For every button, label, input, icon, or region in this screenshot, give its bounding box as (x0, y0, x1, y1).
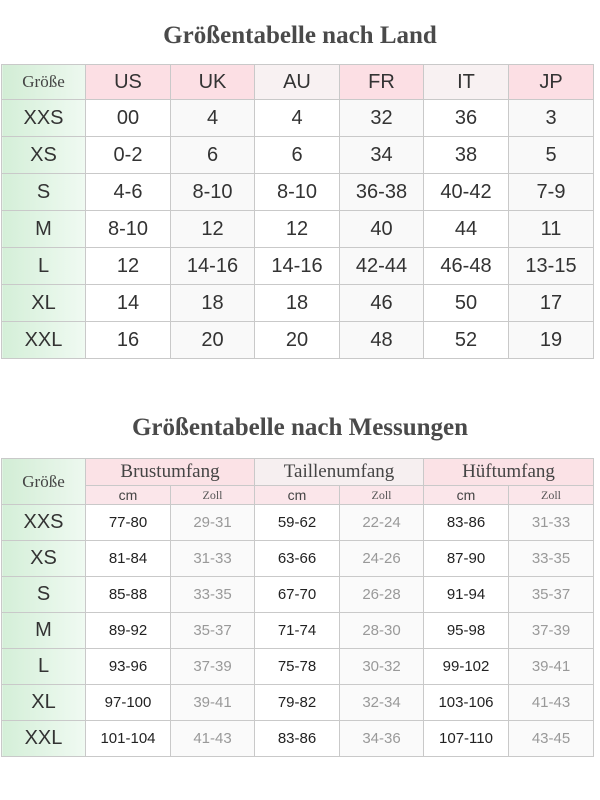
table-row (2, 685, 594, 721)
size-column-header: Größe (2, 459, 86, 505)
unit-zoll-header: Zoll (509, 486, 594, 505)
table-row (2, 505, 594, 541)
measurement-cm-cell: 93-96 (86, 649, 171, 685)
size-label: M (2, 211, 86, 248)
size-value-cell: 3 (509, 100, 594, 137)
measurement-zoll-cell: 31-33 (509, 505, 594, 541)
measurement-zoll-cell: 43-45 (509, 721, 594, 757)
measurement-zoll-cell: 39-41 (171, 685, 255, 721)
table-row (2, 100, 594, 137)
measurement-zoll-cell: 35-37 (509, 577, 594, 613)
measurement-cm-cell: 63-66 (255, 541, 340, 577)
table-row (2, 613, 594, 649)
size-value-cell: 13-15 (509, 248, 594, 285)
size-label: S (2, 174, 86, 211)
measurement-zoll-cell: 22-24 (340, 505, 424, 541)
country-size-table (1, 64, 594, 359)
measurement-zoll-cell: 34-36 (340, 721, 424, 757)
measurement-unit-row (2, 486, 594, 505)
measurement-zoll-cell: 39-41 (509, 649, 594, 685)
size-value-cell: 12 (255, 211, 340, 248)
measurement-cm-cell: 97-100 (86, 685, 171, 721)
size-label: L (2, 649, 86, 685)
measurement-size-table (1, 458, 594, 757)
measurement-cm-cell: 81-84 (86, 541, 171, 577)
size-value-cell: 12 (171, 211, 255, 248)
size-value-cell: 4 (171, 100, 255, 137)
table-row (2, 649, 594, 685)
measurement-cm-cell: 107-110 (424, 721, 509, 757)
size-value-cell: 6 (255, 137, 340, 174)
measurement-zoll-cell: 30-32 (340, 649, 424, 685)
size-label: XXL (2, 721, 86, 757)
size-value-cell: 14-16 (255, 248, 340, 285)
group-header-waist: Taillenumfang (255, 459, 424, 486)
size-value-cell: 8-10 (255, 174, 340, 211)
measurement-zoll-cell: 26-28 (340, 577, 424, 613)
table-row (2, 137, 594, 174)
size-value-cell: 12 (86, 248, 171, 285)
measurement-cm-cell: 83-86 (255, 721, 340, 757)
measurement-cm-cell: 85-88 (86, 577, 171, 613)
size-value-cell: 34 (340, 137, 424, 174)
country-header: JP (509, 65, 594, 100)
measurement-cm-cell: 95-98 (424, 613, 509, 649)
size-value-cell: 52 (424, 322, 509, 359)
country-header-row (2, 65, 594, 100)
size-label: M (2, 613, 86, 649)
size-label: S (2, 577, 86, 613)
size-value-cell: 7-9 (509, 174, 594, 211)
size-label: XS (2, 541, 86, 577)
measurement-zoll-cell: 29-31 (171, 505, 255, 541)
unit-cm-header: cm (424, 486, 509, 505)
size-value-cell: 16 (86, 322, 171, 359)
size-value-cell: 14 (86, 285, 171, 322)
size-label: XXS (2, 505, 86, 541)
measurement-group-row (2, 459, 594, 486)
measurement-cm-cell: 103-106 (424, 685, 509, 721)
size-value-cell: 32 (340, 100, 424, 137)
country-header: AU (255, 65, 340, 100)
size-value-cell: 50 (424, 285, 509, 322)
measurement-table-title: Größentabelle nach Messungen (131, 414, 469, 441)
size-value-cell: 4 (255, 100, 340, 137)
measurement-cm-cell: 79-82 (255, 685, 340, 721)
table-row (2, 248, 594, 285)
table-row (2, 721, 594, 757)
measurement-zoll-cell: 37-39 (509, 613, 594, 649)
table-row (2, 211, 594, 248)
group-header-hip: Hüftumfang (424, 459, 594, 486)
size-value-cell: 14-16 (171, 248, 255, 285)
unit-cm-header: cm (255, 486, 340, 505)
size-value-cell: 44 (424, 211, 509, 248)
measurement-cm-cell: 91-94 (424, 577, 509, 613)
size-value-cell: 5 (509, 137, 594, 174)
measurement-cm-cell: 83-86 (424, 505, 509, 541)
measurement-cm-cell: 99-102 (424, 649, 509, 685)
size-value-cell: 36 (424, 100, 509, 137)
size-value-cell: 11 (509, 211, 594, 248)
measurement-zoll-cell: 41-43 (171, 721, 255, 757)
size-label: XS (2, 137, 86, 174)
measurement-cm-cell: 89-92 (86, 613, 171, 649)
size-value-cell: 17 (509, 285, 594, 322)
size-value-cell: 38 (424, 137, 509, 174)
group-header-bust: Brustumfang (86, 459, 255, 486)
country-header: UK (171, 65, 255, 100)
measurement-cm-cell: 101-104 (86, 721, 171, 757)
size-value-cell: 40 (340, 211, 424, 248)
country-header: US (86, 65, 171, 100)
measurement-zoll-cell: 33-35 (171, 577, 255, 613)
size-label: L (2, 248, 86, 285)
country-table-title: Größentabelle nach Land (163, 22, 437, 49)
size-column-header: Größe (2, 65, 86, 100)
measurement-cm-cell: 59-62 (255, 505, 340, 541)
size-label: XL (2, 285, 86, 322)
size-value-cell: 8-10 (171, 174, 255, 211)
size-value-cell: 8-10 (86, 211, 171, 248)
country-header: FR (340, 65, 424, 100)
size-value-cell: 0-2 (86, 137, 171, 174)
size-value-cell: 48 (340, 322, 424, 359)
measurement-cm-cell: 77-80 (86, 505, 171, 541)
size-label: XL (2, 685, 86, 721)
size-value-cell: 18 (255, 285, 340, 322)
size-value-cell: 4-6 (86, 174, 171, 211)
unit-cm-header: cm (86, 486, 171, 505)
measurement-cm-cell: 67-70 (255, 577, 340, 613)
measurement-zoll-cell: 37-39 (171, 649, 255, 685)
size-label: XXL (2, 322, 86, 359)
size-value-cell: 19 (509, 322, 594, 359)
measurement-zoll-cell: 33-35 (509, 541, 594, 577)
size-value-cell: 40-42 (424, 174, 509, 211)
measurement-cm-cell: 75-78 (255, 649, 340, 685)
table-row (2, 541, 594, 577)
size-value-cell: 46-48 (424, 248, 509, 285)
size-value-cell: 00 (86, 100, 171, 137)
table-row (2, 322, 594, 359)
measurement-cm-cell: 71-74 (255, 613, 340, 649)
size-value-cell: 42-44 (340, 248, 424, 285)
size-value-cell: 20 (255, 322, 340, 359)
size-value-cell: 36-38 (340, 174, 424, 211)
measurement-zoll-cell: 41-43 (509, 685, 594, 721)
size-value-cell: 18 (171, 285, 255, 322)
table-row (2, 577, 594, 613)
measurement-zoll-cell: 28-30 (340, 613, 424, 649)
size-value-cell: 46 (340, 285, 424, 322)
measurement-zoll-cell: 31-33 (171, 541, 255, 577)
unit-zoll-header: Zoll (340, 486, 424, 505)
measurement-zoll-cell: 32-34 (340, 685, 424, 721)
table-row (2, 285, 594, 322)
country-header: IT (424, 65, 509, 100)
size-label: XXS (2, 100, 86, 137)
size-value-cell: 6 (171, 137, 255, 174)
unit-zoll-header: Zoll (171, 486, 255, 505)
size-value-cell: 20 (171, 322, 255, 359)
table-row (2, 174, 594, 211)
measurement-cm-cell: 87-90 (424, 541, 509, 577)
measurement-zoll-cell: 35-37 (171, 613, 255, 649)
measurement-zoll-cell: 24-26 (340, 541, 424, 577)
